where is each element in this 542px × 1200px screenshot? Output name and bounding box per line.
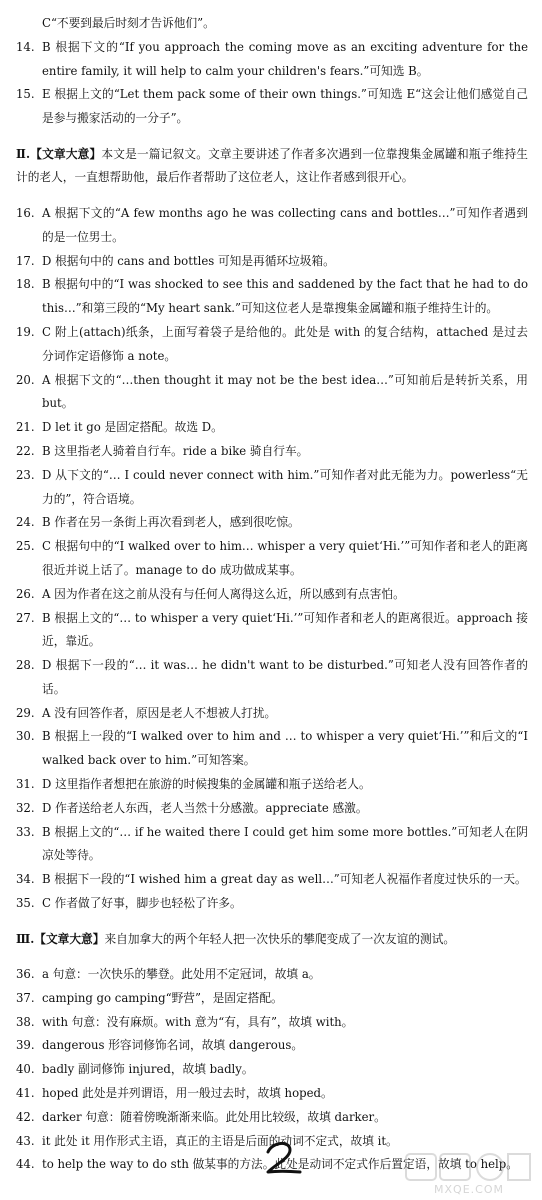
answer-item-20 [16,369,528,417]
item-number: 30. [16,729,35,744]
answer-item-31 [16,773,528,797]
item-number: 24. [16,515,35,530]
item-number: 43. [16,1133,35,1148]
item-text: C“不要到最后时刻才告诉他们”。 [42,16,215,30]
answer-item-15 [16,83,528,131]
handwritten-page-mark [262,1140,306,1180]
item-number: 35. [16,896,35,911]
item-number: 38. [16,1014,35,1029]
item-number: 41. [16,1086,35,1101]
answer-item-32 [16,797,528,821]
item-number: 37. [16,990,35,1005]
watermark [400,1150,538,1198]
answer-item-30 [16,725,528,773]
item-text: B 根据下一段的“I wished him a great day as well…”可知老人祝福作者度过快乐的一天。 [42,872,527,887]
item-text: A 根据下文的“A few months ago he was collecting cans and bottles…”可知作者遇到的是一位男士。 [42,205,528,244]
answer-content [16,12,528,1177]
answer-item-33 [16,821,528,869]
item-text: D 根据下一段的“… it was… he didn't want to be disturbed.”可知老人没有回答作者的话。 [42,658,528,696]
item-text: C 附上(attach)纸条，上面写着袋子是给他的。此处是 with 的复合结构，attached 是过去分词作定语修饰 a note。 [42,324,528,363]
item-text: B 根据上文的“… to whisper a very quiet‘Hi.’”可知作者和老人的距离很近。approach 接近，靠近。 [42,610,528,649]
item-text: dangerous 形容词修饰名词，故填 dangerous。 [42,1038,304,1053]
item-text: darker 句意：随着傍晚渐渐来临。此处用比较级，故填 darker。 [42,1109,386,1124]
section-2-text: 本文是一篇记叙文。文章主要讲述了作者多次遇到一位靠搜集金属罐和瓶子维持生计的老人，一直想帮助他，最后作者帮助了这位老人，这让作者感到很开心。 [16,146,528,185]
item-text: with 句意：没有麻烦。with 意为“有，具有”，故填 with。 [42,1014,354,1029]
item-number: 23. [16,467,35,482]
item-number: 18. [16,277,35,292]
item-number: 39. [16,1038,35,1053]
answer-item-25 [16,535,528,583]
item-number: 27. [16,610,35,625]
answer-item-40 [16,1058,528,1082]
item-text: D 从下文的“… I could never connect with him.”可知作者对此无能为力。powerless“无力的”，符合语境。 [42,467,528,506]
section-3-text: 来自加拿大的两个年轻人把一次快乐的攀爬变成了一次友谊的测试。 [104,931,456,946]
item-number: 29. [16,705,35,720]
item-text: B 作者在另一条街上再次看到老人，感到很吃惊。 [42,515,300,530]
handwritten-two-icon [262,1140,306,1180]
answer-item-17 [16,250,528,274]
item-number: 31. [16,777,35,792]
answer-item-39 [16,1034,528,1058]
item-text: C 根据句中的“I walked over to him… whisper a very quiet‘Hi.’”可知作者和老人的距离很近并说上话了。manage to do 成功做成某事。 [42,539,528,577]
section-3-label: Ⅲ.【文章大意】 [16,931,105,946]
answer-item-38 [16,1011,528,1035]
answer-item-42 [16,1106,528,1130]
section-2-summary [16,143,528,191]
section-2-label: Ⅱ.【文章大意】 [16,146,102,161]
item-number: 28. [16,658,35,673]
item-number: 19. [16,324,35,339]
watermark-logo-icon [400,1150,538,1184]
item-text: D 根据句中的 cans and bottles 可知是再循环垃圾箱。 [42,253,335,268]
answer-item-23 [16,464,528,512]
item-number: 22. [16,443,35,458]
answer-item-18 [16,273,528,321]
item-number: 15. [16,87,35,102]
item-text: D 作者送给老人东西，老人当然十分感激。appreciate 感激。 [42,800,368,815]
item-text: C 作者做了好事，脚步也轻松了许多。 [42,896,242,911]
item-number: 20. [16,372,35,387]
answer-item-36 [16,963,528,987]
item-text: B 这里指老人骑着自行车。ride a bike 骑自行车。 [42,443,309,458]
answer-item-19 [16,321,528,369]
answer-item-24 [16,511,528,535]
item-text: A 没有回答作者，原因是老人不想被人打扰。 [42,705,277,720]
item-text: B 根据下文的“If you approach the coming move as an exciting adventure for the entire family, it will help to calm your children's fears.”可知选 B。 [42,39,528,78]
item-text: a 句意：一次快乐的攀登。此处用不定冠词，故填 a。 [42,967,321,982]
item-text: badly 副词修饰 injured，故填 badly。 [42,1062,254,1077]
answer-item-34 [16,868,528,892]
item-text: B 根据上一段的“I walked over to him and … to whisper a very quiet‘Hi.’”和后文的“I walked back over to him.”可知答案。 [42,729,528,768]
item-text: E 根据上文的“Let them pack some of their own things.”可知选 E“这会让他们感觉自己是参与搬家活动的一分子”。 [42,87,528,126]
item-text: it 此处 it 用作形式主语，真正的主语是后面的动词不定式，故填 it。 [42,1133,398,1148]
answer-item-26 [16,583,528,607]
item-text: B 根据上文的“… if he waited there I could get him some more bottles.”可知老人在阴凉处等待。 [42,824,528,863]
answer-item-14 [16,36,528,84]
section-3-summary [16,928,528,952]
item-text: to help the way to do sth 做某事的方法。此处是动词不定式作后置定语，故填 to help。 [42,1157,518,1172]
answer-item-37 [16,987,528,1011]
item-number: 32. [16,800,35,815]
item-number: 34. [16,872,35,887]
item-number: 42. [16,1109,35,1124]
item-number: 36. [16,967,35,982]
item-number: 44. [16,1157,35,1172]
item-number: 21. [16,420,35,435]
answer-item-27 [16,607,528,655]
answer-item-29 [16,702,528,726]
item-text: camping go camping“野营”，是固定搭配。 [42,990,283,1005]
item-number: 16. [16,205,35,220]
item-text: A 因为作者在这之前从没有与任何人离得这么近，所以感到有点害怕。 [42,586,405,601]
item-number: 33. [16,824,35,839]
answer-item-22 [16,440,528,464]
answer-item-28 [16,654,528,702]
item-number: 17. [16,253,35,268]
item-number: 14. [16,39,35,54]
item-text: B 根据句中的“I was shocked to see this and saddened by the fact that he had to do this…”和第三段的“My heart sank.”可知这位老人是靠搜集金属罐和瓶子维持生计的。 [42,277,528,316]
answer-item-21 [16,416,528,440]
item-text: D 这里指作者想把在旅游的时候搜集的金属罐和瓶子送给老人。 [42,777,371,792]
answer-item-35 [16,892,528,916]
item-text: hoped 此处是并列谓语，用一般过去时，故填 hoped。 [42,1086,333,1101]
answer-line-13-cont [16,12,528,36]
item-text: D let it go 是固定搭配。故选 D。 [42,420,223,435]
item-number: 25. [16,539,35,554]
answer-item-16 [16,202,528,250]
watermark-text: MXQE.COM [434,1183,504,1196]
item-number: 40. [16,1062,35,1077]
item-text: A 根据下文的“…then thought it may not be the best idea…”可知前后是转折关系，用 but。 [42,372,528,411]
item-number: 26. [16,586,35,601]
answer-item-41 [16,1082,528,1106]
